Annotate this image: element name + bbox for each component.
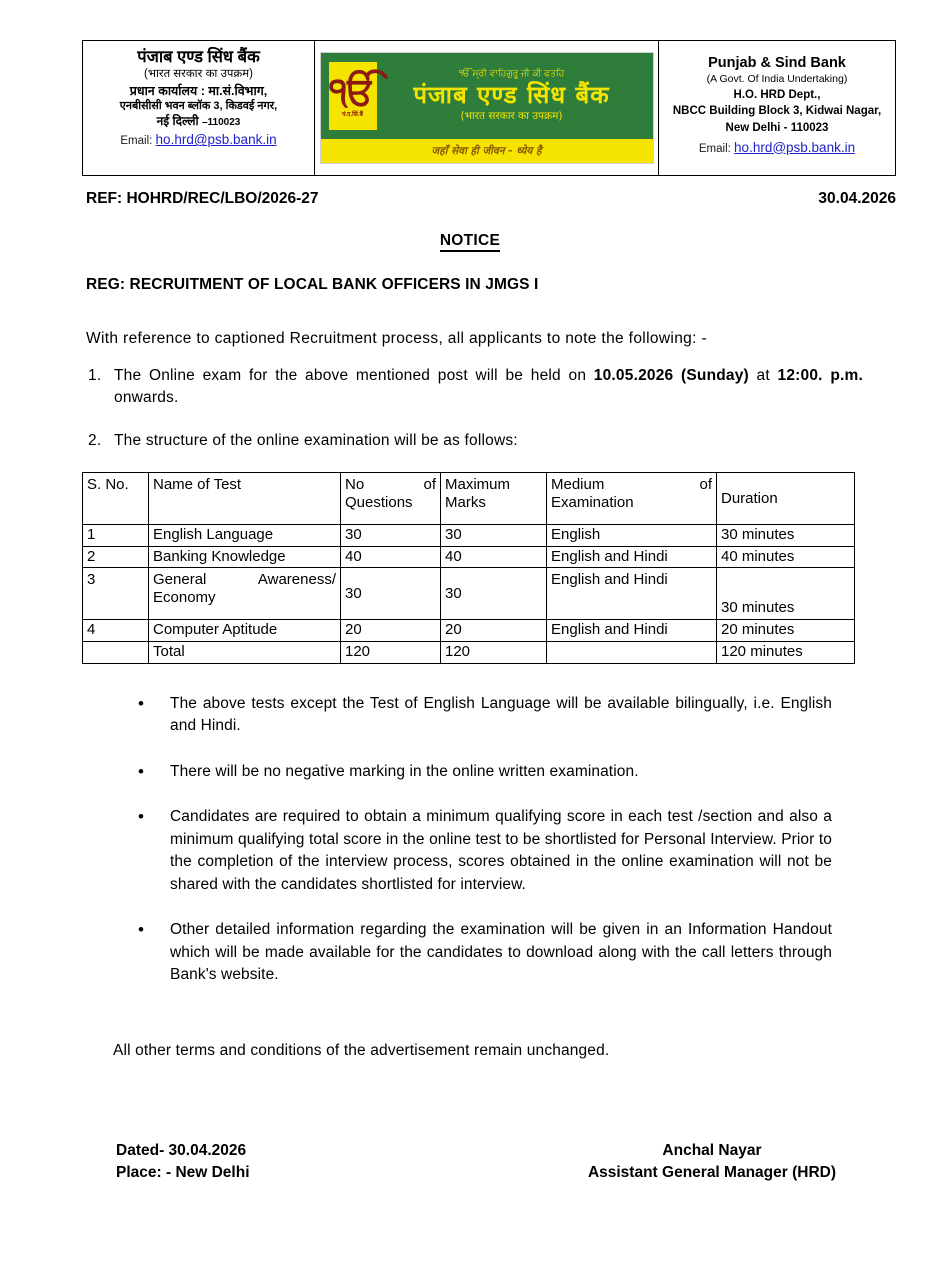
page-title bbox=[0, 232, 940, 250]
signatory-name: Anchal Nayar bbox=[662, 1142, 762, 1159]
medhead-a: Medium bbox=[551, 476, 605, 493]
cell-questions: 20 bbox=[341, 620, 441, 642]
item1-part2: at bbox=[748, 367, 778, 384]
cell-questions: 30 bbox=[341, 568, 441, 620]
mhead-a: Maximum bbox=[445, 476, 511, 493]
signatory-group bbox=[588, 1140, 876, 1184]
bullet-text: Candidates are required to obtain a minimum qualifying score in each test /section and also a minimum qualifying total score in the online test to be shortlisted for Personal Interview. Prior to the completion of the interview process, scores obtained in the online examination will not be shared with the candidates shortlisted for interview. bbox=[170, 808, 832, 893]
item1-part3: onwards. bbox=[114, 389, 179, 407]
cell-sno: 3 bbox=[83, 568, 149, 620]
testname3-b: Awareness/ bbox=[257, 571, 336, 589]
reference-row bbox=[86, 190, 896, 208]
col-header-medium bbox=[547, 473, 717, 525]
bullet-text: Other detailed information regarding the examination will be given in an Information Handout which will be made available for the candidates to download along with the call letters through Bank's website. bbox=[170, 921, 832, 984]
address-hindi: एनबीसीसी भवन ब्लॉक 3, किडवई नगर, bbox=[119, 100, 278, 113]
cell-sno: 2 bbox=[83, 546, 149, 568]
document-date: 30.04.2026 bbox=[818, 190, 896, 207]
logo-bank-name-hindi: पंजाब एण्ड सिंध बैंक bbox=[413, 80, 610, 109]
bullet-text: There will be no negative marking in the online written examination. bbox=[170, 762, 639, 780]
dated-line: Dated- 30.04.2026 bbox=[116, 1142, 247, 1159]
closing-paragraph: All other terms and conditions of the advertisement remain unchanged. bbox=[113, 1042, 610, 1059]
reference-number: REF: HOHRD/REC/LBO/2026-27 bbox=[86, 190, 319, 207]
letterhead-box bbox=[82, 40, 896, 176]
place-line: Place: - New Delhi bbox=[116, 1164, 250, 1181]
medhead-b: of bbox=[699, 476, 712, 493]
logo-text-group bbox=[377, 69, 653, 123]
bullet-item bbox=[132, 693, 832, 738]
subject-line: REG: RECRUITMENT OF LOCAL BANK OFFICERS IN JMGS I bbox=[86, 276, 539, 293]
logo-emblem-icon bbox=[329, 62, 377, 130]
cell-duration: 30 minutes bbox=[717, 525, 855, 547]
logo-gurmukhi-line: ੴ ਸ੍ਰੀ ਵਾਹਿਗੁਰੂ ਜੀ ਕੀ ਫਤਹਿ bbox=[458, 68, 565, 79]
city-english: New Delhi - 110023 bbox=[725, 121, 829, 134]
cell-total-label: Total bbox=[149, 642, 341, 664]
testname3-c: Economy bbox=[153, 589, 216, 607]
email-link-right[interactable]: ho.hrd@psb.bank.in bbox=[734, 139, 856, 155]
bank-name-english: Punjab & Sind Bank bbox=[708, 55, 846, 71]
letterhead-hindi-block bbox=[83, 41, 315, 175]
cell-test-name: English Language bbox=[149, 525, 341, 547]
bullet-list bbox=[132, 693, 832, 1010]
email-row-hindi bbox=[120, 132, 276, 147]
cell-duration: 40 minutes bbox=[717, 546, 855, 568]
table-header-row bbox=[83, 473, 855, 525]
bank-undertaking-english: (A Govt. Of India Undertaking) bbox=[706, 73, 848, 86]
cell-test-name bbox=[149, 568, 341, 620]
table-row bbox=[83, 546, 855, 568]
email-row-english bbox=[699, 140, 855, 155]
bullet-dot-icon: • bbox=[138, 761, 145, 781]
cell-duration: 20 minutes bbox=[717, 620, 855, 642]
cell-sno: 4 bbox=[83, 620, 149, 642]
col-header-duration: Duration bbox=[717, 473, 855, 525]
table-row bbox=[83, 525, 855, 547]
qhead-c: Questions bbox=[345, 493, 413, 511]
bullet-dot-icon: • bbox=[138, 920, 145, 940]
email-link-left[interactable]: ho.hrd@psb.bank.in bbox=[155, 132, 277, 148]
bank-name-hindi: पंजाब एण्ड सिंध बैंक bbox=[137, 48, 260, 66]
qhead-a: No bbox=[345, 476, 365, 493]
exam-structure-table bbox=[82, 472, 855, 664]
bullet-dot-icon: • bbox=[138, 694, 145, 713]
cell-medium: English bbox=[547, 525, 717, 547]
col-header-name: Name of Test bbox=[149, 473, 341, 525]
department-english: H.O. HRD Dept., bbox=[733, 88, 821, 101]
cell-marks: 30 bbox=[441, 525, 547, 547]
logo-undertaking-hindi: (भारत सरकार का उपक्रम) bbox=[460, 109, 563, 122]
date-place-group bbox=[116, 1140, 250, 1184]
cell-total-marks: 120 bbox=[441, 642, 547, 664]
list-item bbox=[88, 430, 863, 452]
cell-test-name: Banking Knowledge bbox=[149, 546, 341, 568]
logo-emblem-caption: पं.ए.सिं.बैं bbox=[342, 112, 363, 119]
letterhead-logo-block bbox=[315, 41, 659, 175]
cell-total-questions: 120 bbox=[341, 642, 441, 664]
item1-exam-date: 10.05.2026 (Sunday) bbox=[593, 367, 749, 384]
item-marker-1: 1. bbox=[88, 367, 102, 384]
testname3-a: General bbox=[153, 571, 207, 589]
signature-block bbox=[116, 1140, 876, 1184]
mhead-b: Marks bbox=[445, 493, 486, 511]
email-label-left: Email: bbox=[120, 135, 153, 148]
bank-undertaking-hindi: (भारत सरकार का उपक्रम) bbox=[144, 67, 253, 80]
item1-part1: The Online exam for the above mentioned post will be held on bbox=[114, 367, 594, 384]
notice-title-text: NOTICE bbox=[440, 232, 500, 252]
intro-paragraph: With reference to captioned Recruitment process, all applicants to note the following: - bbox=[86, 330, 707, 347]
col-header-questions bbox=[341, 473, 441, 525]
item-marker-2: 2. bbox=[88, 432, 102, 449]
item-text-2: The structure of the online examination will be as follows: bbox=[114, 432, 518, 449]
email-label-right: Email: bbox=[698, 142, 731, 155]
cell-questions: 30 bbox=[341, 525, 441, 547]
logo-green-band bbox=[321, 53, 653, 139]
col-header-sno: S. No. bbox=[83, 473, 149, 525]
item-text-1 bbox=[114, 365, 863, 410]
cell-marks: 20 bbox=[441, 620, 547, 642]
cell-total-sno bbox=[83, 642, 149, 664]
cell-marks: 40 bbox=[441, 546, 547, 568]
table-row bbox=[83, 620, 855, 642]
bullet-dot-icon: • bbox=[138, 807, 145, 827]
cell-sno: 1 bbox=[83, 525, 149, 547]
qhead-b: of bbox=[423, 476, 436, 493]
bullet-item bbox=[132, 761, 832, 783]
cell-duration: 30 minutes bbox=[717, 568, 855, 620]
table-total-row bbox=[83, 642, 855, 664]
ek-onkar-icon: ੴ bbox=[329, 68, 376, 113]
city-hindi bbox=[157, 114, 241, 130]
bank-logo bbox=[320, 52, 654, 164]
cell-total-duration: 120 minutes bbox=[717, 642, 855, 664]
medhead-c: Examination bbox=[551, 493, 634, 511]
cell-medium: English and Hindi bbox=[547, 568, 717, 620]
table-row bbox=[83, 568, 855, 620]
item1-exam-time: 12:00. p.m. bbox=[777, 367, 863, 384]
address-english: NBCC Building Block 3, Kidwai Nagar, bbox=[672, 105, 882, 118]
bullet-item bbox=[132, 806, 832, 896]
bullet-item bbox=[132, 919, 832, 986]
col-header-marks bbox=[441, 473, 547, 525]
logo-tagline-band: जहाँ सेवा ही जीवन - ध्येय है bbox=[321, 139, 653, 163]
bullet-text: The above tests except the Test of English Language will be available bilingually, i.e. English and Hindi. bbox=[170, 695, 832, 735]
cell-total-medium bbox=[547, 642, 717, 664]
cell-questions: 40 bbox=[341, 546, 441, 568]
cell-medium: English and Hindi bbox=[547, 620, 717, 642]
letterhead-english-block bbox=[659, 41, 895, 175]
head-office-hindi: प्रधान कार्यालय : मा.सं.विभाग, bbox=[129, 83, 268, 98]
cell-marks: 30 bbox=[441, 568, 547, 620]
city-name-hindi: नई दिल्ली bbox=[156, 113, 199, 128]
cell-medium: English and Hindi bbox=[547, 546, 717, 568]
list-item bbox=[88, 365, 863, 410]
pincode-hindi: –110023 bbox=[201, 116, 241, 128]
signatory-designation: Assistant General Manager (HRD) bbox=[587, 1164, 836, 1181]
cell-test-name: Computer Aptitude bbox=[149, 620, 341, 642]
